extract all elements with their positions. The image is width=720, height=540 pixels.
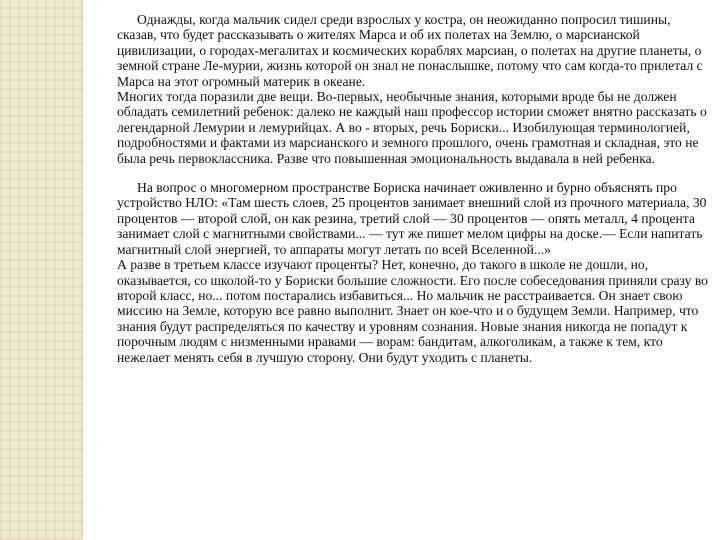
slide-text-body <box>117 12 711 365</box>
paragraph-ufo-structure: На вопрос о многомерном пространстве Бориска начинает оживленно и бурно объяснять про устройство НЛО: «Там шесть слоев, 25 процентов занимает внешний слой из прочного материала, 30 процентов — второй слой, он как резина, третий слой — 30 процентов — опять металл, 4 процента занимает слой с магнитными свойствами... — тут же пишет мелом цифры на доске.— Если напитать магнитный слой энергией, то аппараты могут летать по всей Вселенной...» <box>117 180 707 257</box>
paragraph-campfire-story: Однажды, когда мальчик сидел среди взрослых у костра, он неожиданно попросил тишины, сказав, что будет рассказывать о жителях Марса и об их полетах на Землю, о марсианской цивилизации, о городах-мегалитах и космических кораблях марсиан, о полетах на другие планеты, о земной стране Ле-мурии, жизнь которой он знал не понаслышке, потому что сам когда-то прилетал с Марса на этот огромный материк в океане. <box>117 12 703 89</box>
paragraph-two-surprises: Многих тогда поразили две вещи. Во-первых, необычные знания, которыми вроде бы не должен обладать семилетний ребенок: далеко не каждый наш профессор истории сможет внятно рассказать о легендарной Лемурии и лемурийцах. А во - вторых, речь Бориски... Изобилующая терминологией, подробностями и фактами из марсианского и земного прошлого, очень грамотная и складная, это не была речь первоклассника. Разве что повышенная эмоциональность выдавала в ней ребенка. <box>117 89 707 166</box>
decorative-side-strip <box>0 0 83 540</box>
paragraph-school-and-future: А разве в третьем классе изучают проценты? Нет, конечно, до такого в школе не дошли, но, оказывается, со школой-то у Бориски большие сложности. Его после собеседования приняли сразу во второй класс, но... потом постарались избавиться... Но мальчик не расстраивается. Он знает свою миссию на Земле, которую все равно выполнит. Знает он кое-что и о будущем Земли. Например, что знания будут распределяться по качеству и уровням сознания. Новые знания никогда не попадут к порочным людям с низменными нравами — ворам: бандитам, алкоголикам, а также к тем, кто нежелает менять себя в лучшую сторону. Они будут уходить с планеты. <box>117 257 708 365</box>
